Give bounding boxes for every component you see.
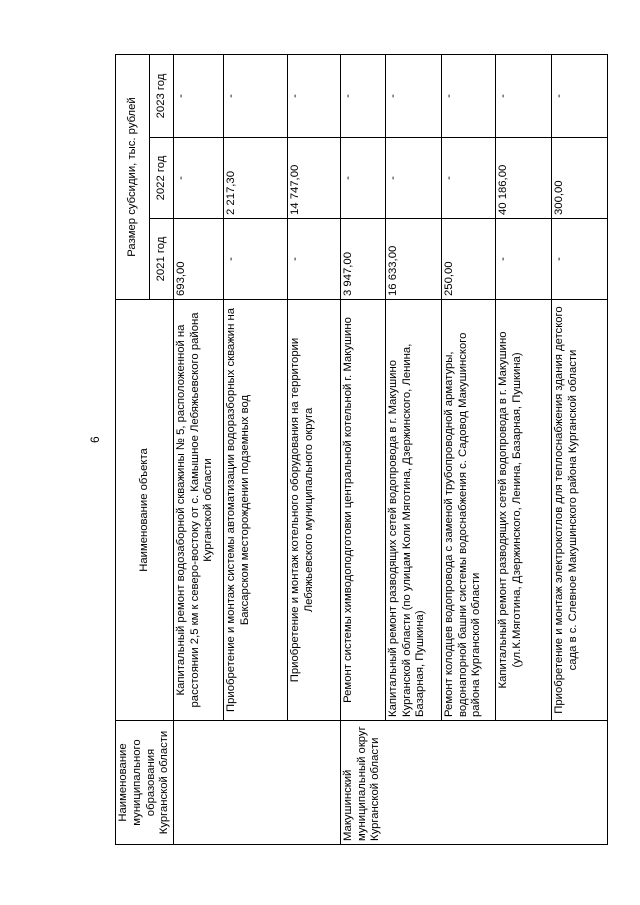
object-cell: Капитальный ремонт разводящих сетей водопровода в г. Макушино Курганской области (по улицам Коли Мяготина, Дзержинского, Ленина, Базарная, Пушкина) bbox=[386, 300, 442, 721]
object-cell: Приобретение и монтаж котельного оборудования на территории Лебяжьевского муниципального округа bbox=[288, 300, 341, 721]
object-cell: Приобретение и монтаж системы автоматизации водоразборных скважин на Баксарском месторождении подземных вод bbox=[224, 300, 288, 721]
value-2023: - bbox=[496, 54, 552, 137]
value-2023: - bbox=[224, 54, 288, 137]
value-2022: 14 747,00 bbox=[288, 138, 341, 219]
municipality-cell bbox=[174, 721, 341, 845]
value-2021: - bbox=[224, 219, 288, 300]
value-2022: 2 217,30 bbox=[224, 138, 288, 219]
value-2023: - bbox=[174, 54, 224, 137]
value-2023: - bbox=[386, 54, 442, 137]
value-2021: 693,00 bbox=[174, 219, 224, 300]
value-2021: 250,00 bbox=[442, 219, 496, 300]
value-2022: - bbox=[341, 138, 386, 219]
object-cell: Ремонт системы химводоподготовки центральной котельной г. Макушино bbox=[341, 300, 386, 721]
header-year-2022: 2022 год bbox=[150, 138, 174, 219]
value-2022: 300,00 bbox=[552, 138, 608, 219]
value-2023: - bbox=[442, 54, 496, 137]
object-cell: Приобретение и монтаж электрокотлов для теплоснабжения здания детского сада в с. Слевное Макушинского района Курганской области bbox=[552, 300, 608, 721]
value-2023: - bbox=[341, 54, 386, 137]
header-object: Наименование объекта bbox=[116, 300, 174, 721]
value-2023: - bbox=[552, 54, 608, 137]
subsidy-table bbox=[115, 54, 608, 845]
value-2023: - bbox=[288, 54, 341, 137]
value-2021: - bbox=[496, 219, 552, 300]
value-2021: - bbox=[288, 219, 341, 300]
value-2022: - bbox=[174, 138, 224, 219]
value-2021: 3 947,00 bbox=[341, 219, 386, 300]
object-cell: Капитальный ремонт разводящих сетей водопровода в г. Макушино (ул.К.Мяготина, Дзержинского, Ленина, Базарная, Пушкина) bbox=[496, 300, 552, 721]
value-2022: 40 186,00 bbox=[496, 138, 552, 219]
value-2022: - bbox=[386, 138, 442, 219]
header-year-2023: 2023 год bbox=[150, 54, 174, 137]
value-2021: 16 633,00 bbox=[386, 219, 442, 300]
header-municipality: Наименование муниципального образования Курганской области bbox=[116, 721, 174, 845]
object-cell: Ремонт колодцев водопровода с заменой трубопроводной арматуры, водонапорной башни системы водоснабжения с. Садовод Макушинского района Курганской области bbox=[442, 300, 496, 721]
table-row bbox=[341, 54, 386, 844]
rotated-table-container bbox=[115, 55, 583, 845]
table-row bbox=[174, 54, 224, 844]
value-2022: - bbox=[442, 138, 496, 219]
object-cell: Капитальный ремонт водозаборной скважины № 5, расположенной на расстоянии 2,5 км к северо-востоку от с. Камышное Лебяжьевского района Курганской области bbox=[174, 300, 224, 721]
header-subsidy: Размер субсидии, тыс. рублей bbox=[116, 54, 150, 299]
value-2021: - bbox=[552, 219, 608, 300]
municipality-cell: Макушинский муниципальный округ Курганской области bbox=[341, 721, 608, 845]
header-year-2021: 2021 год bbox=[150, 219, 174, 300]
page-number: 6 bbox=[88, 436, 102, 443]
